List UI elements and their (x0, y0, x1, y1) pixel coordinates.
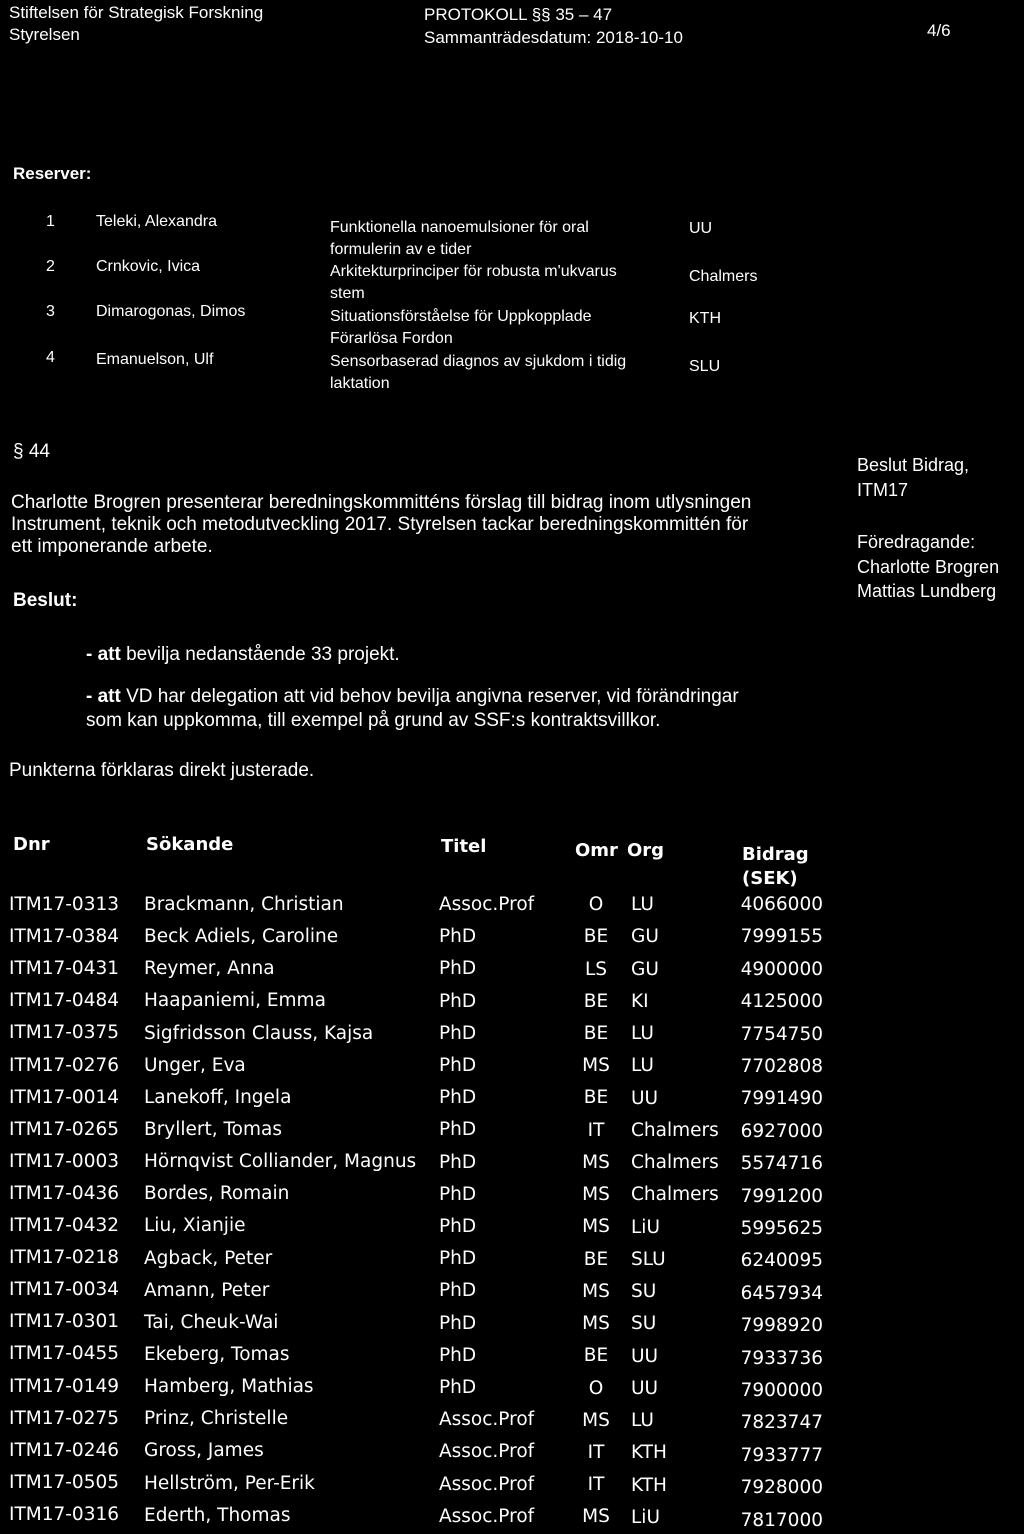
cell-applicant: Reymer, Anna (144, 958, 275, 980)
cell-grant: 7754750 (740, 1023, 823, 1045)
cell-dnr: ITM17-0313 (9, 894, 120, 915)
cell-applicant: Ekeberg, Tomas (144, 1344, 290, 1365)
cell-grant: 7928000 (740, 1477, 823, 1499)
reserve-applicant: Crnkovic, Ivica (96, 258, 201, 275)
cell-org: LU (631, 894, 654, 915)
cell-title: Assoc.Prof (439, 1473, 535, 1495)
cell-dnr: ITM17-0316 (9, 1503, 120, 1525)
cell-area: O (588, 894, 604, 915)
cell-org: SU (631, 1281, 657, 1302)
cell-title: PhD (439, 1183, 477, 1205)
cell-dnr: ITM17-0014 (9, 1086, 120, 1108)
cell-title: Assoc.Prof (439, 1505, 535, 1527)
decision-item (86, 686, 739, 708)
cell-applicant: Sigfridsson Clauss, Kajsa (144, 1022, 374, 1044)
reserve-applicant: Teleki, Alexandra (96, 213, 217, 230)
cell-grant: 6457934 (740, 1282, 823, 1304)
cell-grant: 7991490 (740, 1088, 823, 1110)
cell-dnr: ITM17-0034 (9, 1279, 120, 1301)
cell-area: MS (582, 1409, 610, 1431)
cell-grant: 7991200 (740, 1185, 823, 1207)
cell-dnr: ITM17-0218 (9, 1247, 120, 1269)
cell-org: KTH (631, 1442, 667, 1464)
cell-org: Chalmers (631, 1152, 719, 1173)
decision-prefix: - att (86, 686, 121, 707)
column-header-org: Org (627, 840, 665, 861)
cell-org: LU (631, 1410, 654, 1431)
cell-grant: 5574716 (740, 1153, 823, 1175)
cell-area: MS (582, 1151, 610, 1173)
cell-applicant: Bordes, Romain (144, 1183, 290, 1205)
cell-grant: 7999155 (740, 926, 823, 948)
cell-area: MS (582, 1184, 610, 1206)
cell-applicant: Prinz, Christelle (144, 1408, 289, 1430)
cell-applicant: Hörnqvist Colliander, Magnus (144, 1151, 417, 1173)
cell-grant: 4900000 (740, 958, 823, 980)
cell-applicant: Hamberg, Mathias (144, 1376, 314, 1398)
reserve-project-title: Situationsförståelse för Uppkopplade Förarlösa Fordon (330, 308, 592, 347)
cell-title: Assoc.Prof (439, 894, 535, 915)
column-header-grant-unit: (SEK) (742, 868, 798, 889)
meeting-date: Sammanträdesdatum: 2018-10-10 (424, 28, 683, 47)
cell-area: BE (583, 1248, 609, 1270)
cell-dnr: ITM17-0432 (9, 1215, 120, 1236)
reserve-applicant: Emanuelson, Ulf (96, 351, 214, 368)
decision-text: VD har delegation att vid behov bevilja angivna reserver, vid förändringar (126, 686, 739, 707)
cell-dnr: ITM17-0455 (9, 1343, 120, 1365)
cell-title: PhD (439, 1377, 477, 1398)
cell-area: BE (583, 1087, 609, 1109)
reserve-project-title: Arkitekturprinciper för robusta m'ukvarus stem (330, 263, 617, 302)
cell-title: PhD (439, 1216, 477, 1237)
cell-applicant: Unger, Eva (144, 1054, 246, 1076)
sidebar-presenter: Charlotte Brogren (857, 557, 1000, 577)
column-header-dnr: Dnr (13, 834, 50, 855)
cell-org: Chalmers (631, 1184, 719, 1206)
cell-org: UU (631, 1377, 659, 1399)
cell-org: KTH (631, 1474, 667, 1496)
cell-area: MS (582, 1055, 610, 1077)
reserve-number: 2 (46, 258, 55, 275)
paragraph-line: Instrument, teknik och metodutveckling 2017. Styrelsen tackar beredningskommittén för (11, 514, 749, 535)
cell-area: IT (587, 1474, 605, 1496)
cell-title: Assoc.Prof (439, 1441, 535, 1463)
cell-grant: 7817000 (740, 1509, 823, 1531)
paragraph-line: Charlotte Brogren presenterar beredningskommitténs förslag till bidrag inom utlysningen (11, 492, 752, 513)
cell-org: LiU (631, 1506, 660, 1528)
cell-dnr: ITM17-0276 (9, 1054, 120, 1076)
cell-area: MS (582, 1280, 610, 1302)
reserve-number: 4 (46, 349, 55, 366)
organization-unit: Styrelsen (9, 25, 80, 44)
cell-title: PhD (439, 926, 477, 948)
protocol-title: PROTOKOLL §§ 35 – 47 (424, 5, 613, 24)
cell-area: BE (583, 990, 609, 1012)
cell-title: PhD (439, 1312, 477, 1334)
cell-grant: 7933777 (740, 1444, 823, 1466)
reserve-applicant: Dimarogonas, Dimos (96, 303, 246, 320)
cell-applicant: Tai, Cheuk-Wai (144, 1311, 279, 1333)
cell-org: LU (631, 1055, 654, 1077)
cell-org: LU (631, 1023, 654, 1044)
cell-title: Assoc.Prof (439, 1409, 535, 1431)
cell-applicant: Amann, Peter (144, 1279, 270, 1301)
cell-area: MS (582, 1313, 610, 1334)
column-header-grant: Bidrag (742, 844, 809, 865)
cell-applicant: Liu, Xianjie (144, 1215, 246, 1237)
cell-dnr: ITM17-0003 (9, 1150, 120, 1172)
reserve-number: 3 (46, 303, 55, 320)
cell-applicant: Brackmann, Christian (144, 894, 344, 915)
reserve-organization: SLU (689, 358, 721, 375)
sidebar-decision-title: Beslut Bidrag, (857, 455, 970, 475)
decision-text: bevilja nedanstående 33 projekt. (126, 644, 400, 665)
cell-grant: 6927000 (740, 1120, 823, 1142)
cell-org: SLU (631, 1248, 666, 1270)
cell-title: PhD (439, 1280, 477, 1302)
cell-title: PhD (439, 1022, 477, 1044)
decision-text-continued: som kan uppkomma, till exempel på grund av SSF:s kontraktsvillkor. (86, 710, 661, 731)
cell-area: O (588, 1377, 604, 1399)
cell-area: MS (582, 1216, 610, 1238)
cell-area: MS (582, 1506, 610, 1528)
column-header-title: Titel (441, 836, 487, 857)
reserve-organization: KTH (689, 310, 721, 327)
cell-title: PhD (439, 958, 477, 980)
cell-grant: 7900000 (740, 1380, 823, 1401)
cell-org: GU (631, 926, 659, 948)
cell-dnr: ITM17-0375 (9, 1022, 120, 1044)
reserve-organization: UU (689, 220, 713, 237)
cell-title: PhD (439, 1248, 477, 1270)
cell-grant: 5995625 (740, 1218, 823, 1239)
cell-dnr: ITM17-0149 (9, 1375, 120, 1397)
cell-grant: 7702808 (740, 1056, 823, 1077)
cell-dnr: ITM17-0301 (9, 1311, 120, 1333)
decision-item (86, 644, 400, 666)
sidebar-presenter-label: Föredragande: (857, 532, 976, 552)
sidebar-presenter: Mattias Lundberg (857, 581, 997, 601)
cell-title: PhD (439, 1087, 477, 1109)
cell-applicant: Hellström, Per-Erik (144, 1472, 315, 1494)
cell-dnr: ITM17-0265 (9, 1118, 120, 1140)
cell-title: PhD (439, 1151, 477, 1173)
cell-grant: 4125000 (740, 991, 823, 1013)
cell-area: BE (583, 926, 609, 948)
organization-name: Stiftelsen för Strategisk Forskning (9, 3, 264, 22)
decision-prefix: - att (86, 644, 121, 665)
cell-title: PhD (439, 1119, 477, 1141)
reserves-heading: Reserver: (13, 164, 92, 183)
cell-dnr: ITM17-0275 (9, 1407, 120, 1429)
cell-dnr: ITM17-0431 (9, 958, 120, 980)
section-mark: § 44 (13, 441, 50, 462)
sidebar-call-code: ITM17 (857, 480, 909, 500)
cell-applicant: Bryllert, Tomas (144, 1119, 283, 1140)
reserve-project-title: Sensorbaserad diagnos av sjukdom i tidig laktation (330, 353, 627, 392)
adjusted-statement: Punkterna förklaras direkt justerade. (9, 760, 315, 781)
cell-area: BE (583, 1345, 609, 1367)
cell-area: IT (587, 1119, 605, 1141)
cell-org: Chalmers (631, 1119, 719, 1141)
cell-area: LS (584, 958, 608, 980)
reserve-project-title: Funktionella nanoemulsioner för oral formulerin av e tider (330, 219, 589, 258)
cell-org: UU (631, 1345, 659, 1367)
cell-applicant: Haapaniemi, Emma (144, 990, 326, 1012)
column-header-applicant: Sökande (146, 834, 234, 855)
reserve-number: 1 (46, 213, 55, 230)
cell-title: PhD (439, 990, 477, 1012)
reserve-organization: Chalmers (689, 268, 758, 285)
cell-dnr: ITM17-0384 (9, 926, 120, 948)
cell-org: UU (631, 1087, 659, 1109)
cell-applicant: Lanekoff, Ingela (144, 1086, 292, 1108)
cell-grant: 6240095 (740, 1250, 823, 1272)
cell-org: SU (631, 1313, 657, 1335)
column-header-area: Omr (575, 840, 618, 861)
cell-area: BE (583, 1022, 609, 1044)
cell-dnr: ITM17-0505 (9, 1471, 120, 1493)
cell-area: IT (587, 1441, 605, 1463)
cell-applicant: Gross, James (144, 1440, 264, 1462)
cell-dnr: ITM17-0436 (9, 1182, 120, 1204)
cell-grant: 7998920 (740, 1315, 823, 1337)
cell-applicant: Beck Adiels, Caroline (144, 926, 339, 948)
cell-org: GU (631, 958, 659, 980)
cell-dnr: ITM17-0246 (9, 1439, 120, 1461)
cell-grant: 7823747 (740, 1412, 823, 1434)
page-number: 4/6 (927, 21, 951, 40)
cell-org: KI (631, 990, 649, 1012)
cell-grant: 4066000 (740, 894, 823, 915)
cell-applicant: Agback, Peter (144, 1247, 273, 1269)
cell-dnr: ITM17-0484 (9, 990, 120, 1012)
decision-label: Beslut: (13, 590, 78, 611)
cell-title: PhD (439, 1055, 477, 1076)
cell-org: LiU (631, 1216, 660, 1238)
paragraph-line: ett imponerande arbete. (11, 536, 213, 557)
cell-applicant: Ederth, Thomas (144, 1504, 291, 1526)
cell-title: PhD (439, 1344, 477, 1366)
cell-grant: 7933736 (740, 1347, 823, 1369)
